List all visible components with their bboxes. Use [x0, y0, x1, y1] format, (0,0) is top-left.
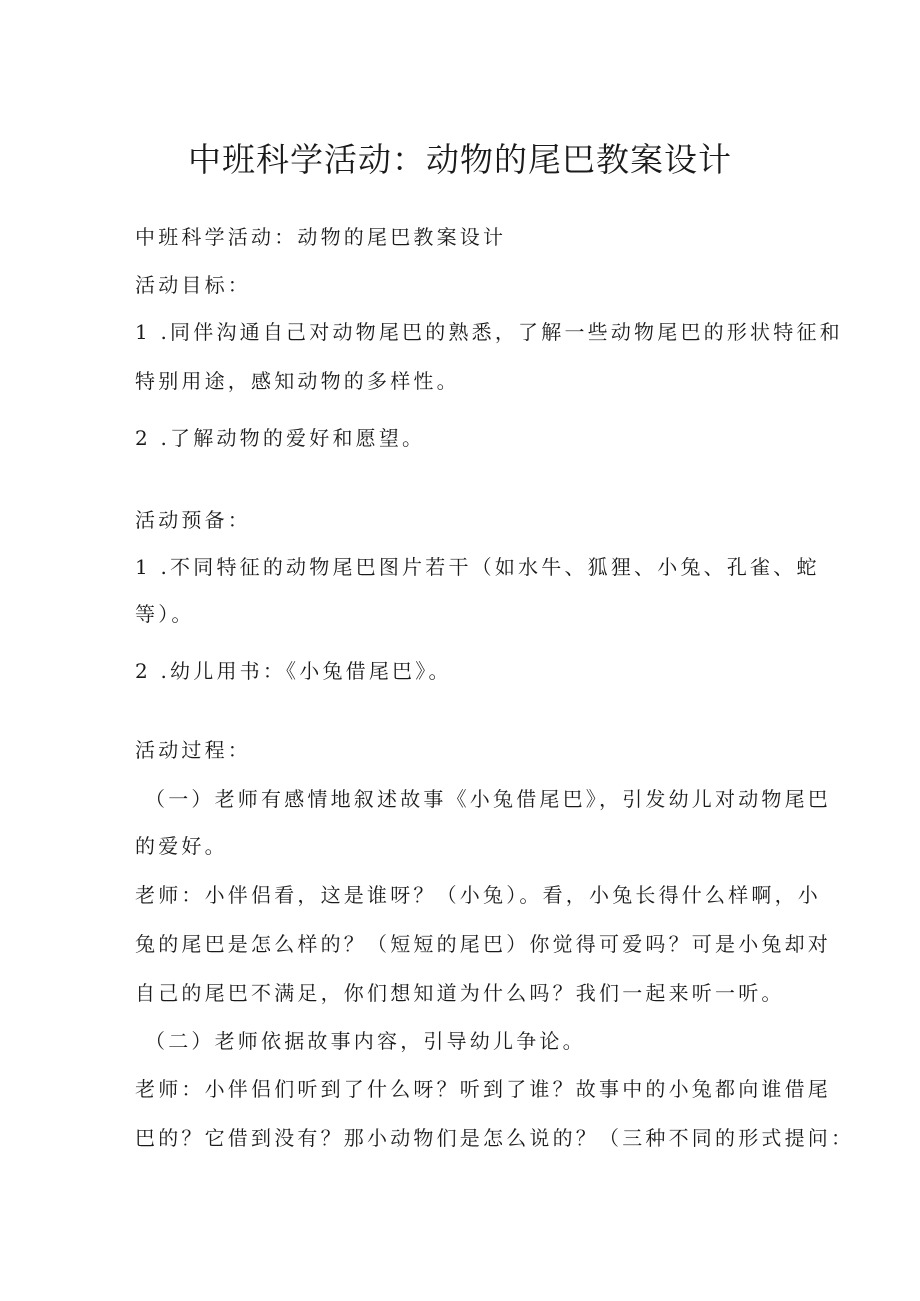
section-heading-process: 活动过程： [135, 738, 251, 762]
section-heading-preparation: 活动预备： [135, 508, 251, 532]
document-title: 中班科学活动：动物的尾巴教案设计 [188, 140, 732, 179]
section-heading-goals: 活动目标： [135, 273, 251, 297]
teacher-dialogue-1: 老师：小伴侣看，这是谁呀？（小兔）。看，小兔长得什么样啊，小 [135, 883, 821, 907]
teacher-dialogue-1-cont-b: 自己的尾巴不满足，你们想知道为什么吗？我们一起来听一听。 [135, 981, 785, 1005]
process-step-2: （二）老师依据故事内容，引导幼儿争论。 [145, 1029, 586, 1053]
goal-item-1-cont: 特别用途，感知动物的多样性。 [135, 369, 460, 393]
prep-item-1: 1 .不同特征的动物尾巴图片若干（如水牛、狐狸、小兔、孔雀、蛇 [135, 555, 820, 579]
teacher-dialogue-2: 老师：小伴侣们听到了什么呀？听到了谁？故事中的小兔都向谁借尾 [135, 1077, 831, 1101]
prep-item-1-cont: 等）。 [135, 602, 195, 626]
goal-item-2: 2 .了解动物的爱好和愿望。 [135, 426, 426, 450]
process-step-1: （一）老师有感情地叙述故事《小兔借尾巴》，引发幼儿对动物尾巴 [145, 787, 831, 811]
teacher-dialogue-1-cont-a: 兔的尾巴是怎么样的？（短短的尾巴）你觉得可爱吗？可是小兔却对 [135, 932, 831, 956]
goal-item-1: 1 .同伴沟通自己对动物尾巴的熟悉，了解一些动物尾巴的形状特征和 [135, 320, 843, 344]
teacher-dialogue-2-cont: 巴的？它借到没有？那小动物们是怎么说的？（三种不同的形式提问： [135, 1126, 855, 1150]
subtitle-line: 中班科学活动：动物的尾巴教案设计 [135, 225, 507, 249]
prep-item-2: 2 .幼儿用书：《小兔借尾巴》。 [135, 659, 452, 683]
process-step-1-cont: 的爱好。 [135, 834, 228, 858]
